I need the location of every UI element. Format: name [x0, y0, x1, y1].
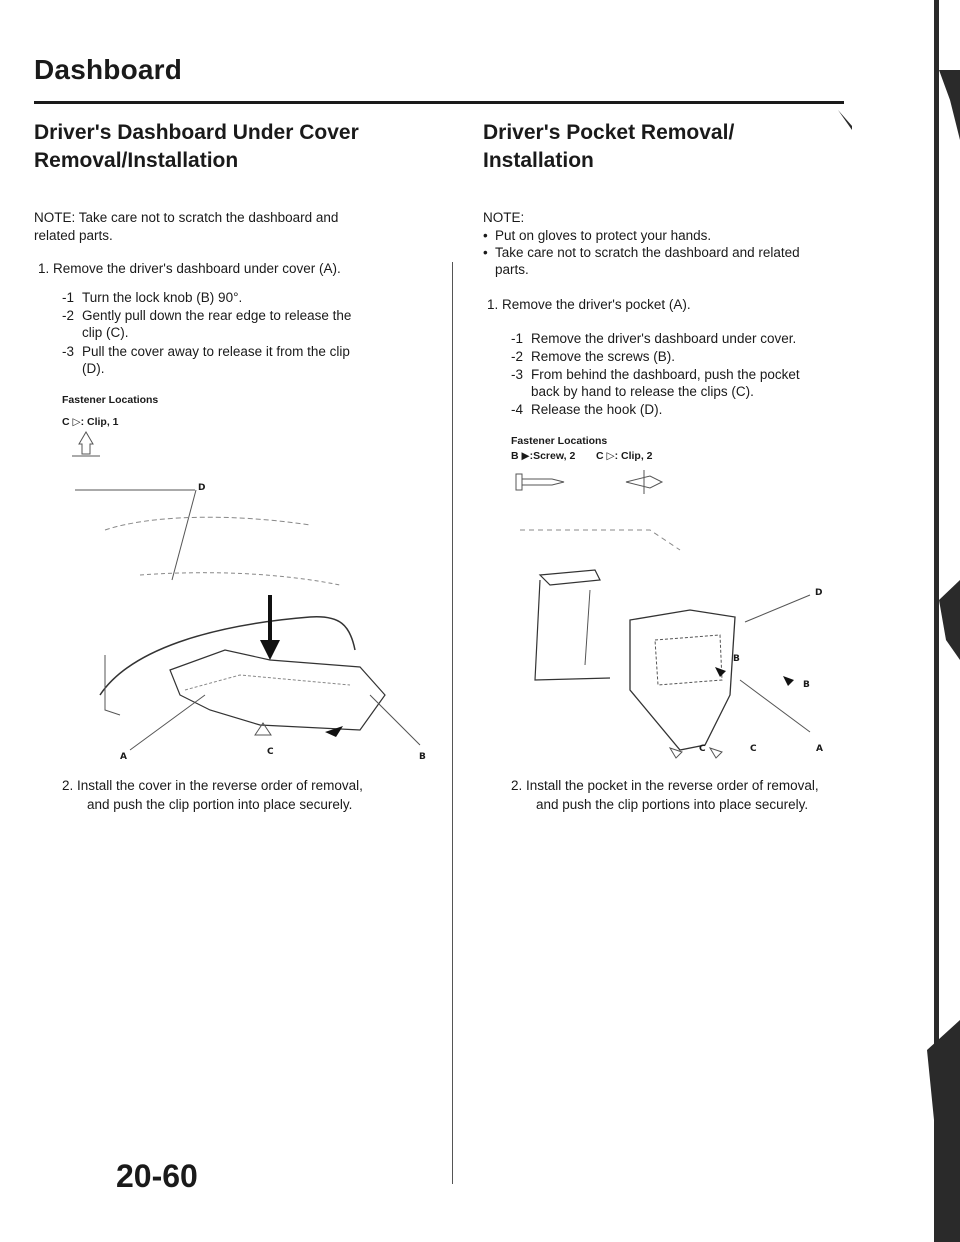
right-heading-line2: Installation — [483, 149, 594, 172]
left-substep-3 — [62, 343, 350, 377]
callout-d: D — [198, 483, 206, 493]
under-cover-illustration — [60, 475, 430, 755]
substep-number: -1 — [62, 290, 75, 305]
callout-c: C — [699, 744, 706, 754]
substep-number: -3 — [62, 344, 75, 359]
right-substep-1 — [511, 330, 796, 347]
right-fastener-heading: Fastener Locations — [511, 435, 608, 447]
screw-icon — [512, 470, 572, 496]
substep-text: Pull the cover away to release it from the clip — [82, 344, 350, 359]
callout-b: B — [733, 654, 740, 664]
left-note-line1: NOTE: Take care not to scratch the dashboard and — [34, 210, 339, 225]
substep-text: Remove the screws (B). — [531, 349, 676, 364]
left-heading-line1: Driver's Dashboard Under Cover — [34, 121, 359, 144]
title-rule — [34, 101, 844, 104]
callout-c: C — [267, 747, 274, 757]
right-fastener-clip: C ▷: Clip, 2 — [596, 450, 653, 462]
substep-text: Remove the driver's dashboard under cover. — [531, 331, 797, 346]
substep-text: Turn the lock knob (B) 90°. — [82, 290, 243, 305]
left-substep-1 — [62, 289, 242, 306]
callout-b: B — [419, 752, 426, 762]
right-substep-2 — [511, 348, 675, 365]
right-step2-line1: 2. Install the pocket in the reverse order of removal, — [511, 778, 819, 793]
right-heading-line1: Driver's Pocket Removal/ — [483, 121, 735, 144]
clip-icon — [66, 430, 106, 460]
callout-c2: C — [750, 744, 757, 754]
left-step2-line1: 2. Install the cover in the reverse order of removal, — [62, 778, 363, 793]
binding-edge — [922, 0, 960, 1242]
substep-text: Gently pull down the rear edge to release the — [82, 308, 352, 323]
right-note-bullets — [483, 227, 800, 278]
right-step2-line2: and push the clip portions into place securely. — [536, 797, 809, 812]
callout-b2: B — [803, 680, 810, 690]
substep-number: -2 — [511, 349, 524, 364]
left-fastener-heading: Fastener Locations — [62, 394, 159, 406]
substep-text: back by hand to release the clips (C). — [531, 384, 754, 399]
right-substep-3 — [511, 366, 800, 400]
substep-text: clip (C). — [82, 325, 129, 340]
left-step1: 1. Remove the driver's dashboard under cover (A). — [38, 261, 341, 276]
substep-text: From behind the dashboard, push the pocket — [531, 367, 800, 382]
left-note-line2: related parts. — [34, 228, 113, 243]
callout-a: A — [120, 752, 127, 762]
callout-a: A — [816, 744, 823, 754]
substep-number: -3 — [511, 367, 524, 382]
substep-text: Release the hook (D). — [531, 402, 663, 417]
note-bullet: • Take care not to scratch the dashboard and related parts. — [483, 244, 800, 278]
right-substep-4 — [511, 401, 662, 418]
page-title: Dashboard — [34, 54, 183, 85]
left-substep-2 — [62, 307, 351, 341]
left-heading-line2: Removal/Installation — [34, 149, 239, 172]
substep-number: -2 — [62, 308, 75, 323]
note-bullet: • Put on gloves to protect your hands. — [483, 227, 800, 244]
binding-notch — [838, 100, 858, 140]
callout-d: D — [815, 588, 823, 598]
page-number: 20-60 — [116, 1158, 198, 1194]
substep-number: -4 — [511, 402, 524, 417]
right-step1: 1. Remove the driver's pocket (A). — [487, 297, 691, 312]
substep-number: -1 — [511, 331, 524, 346]
arrow-down-icon — [260, 640, 280, 660]
right-fastener-screw: B ▶:Screw, 2 — [511, 450, 576, 462]
right-note-label: NOTE: — [483, 210, 525, 225]
column-divider — [452, 262, 453, 1184]
clip-icon — [620, 468, 670, 496]
left-fastener-line: C ▷: Clip, 1 — [62, 416, 119, 428]
left-step2-line2: and push the clip portion into place securely. — [87, 797, 353, 812]
substep-text: (D). — [82, 361, 105, 376]
pocket-illustration — [490, 520, 830, 780]
